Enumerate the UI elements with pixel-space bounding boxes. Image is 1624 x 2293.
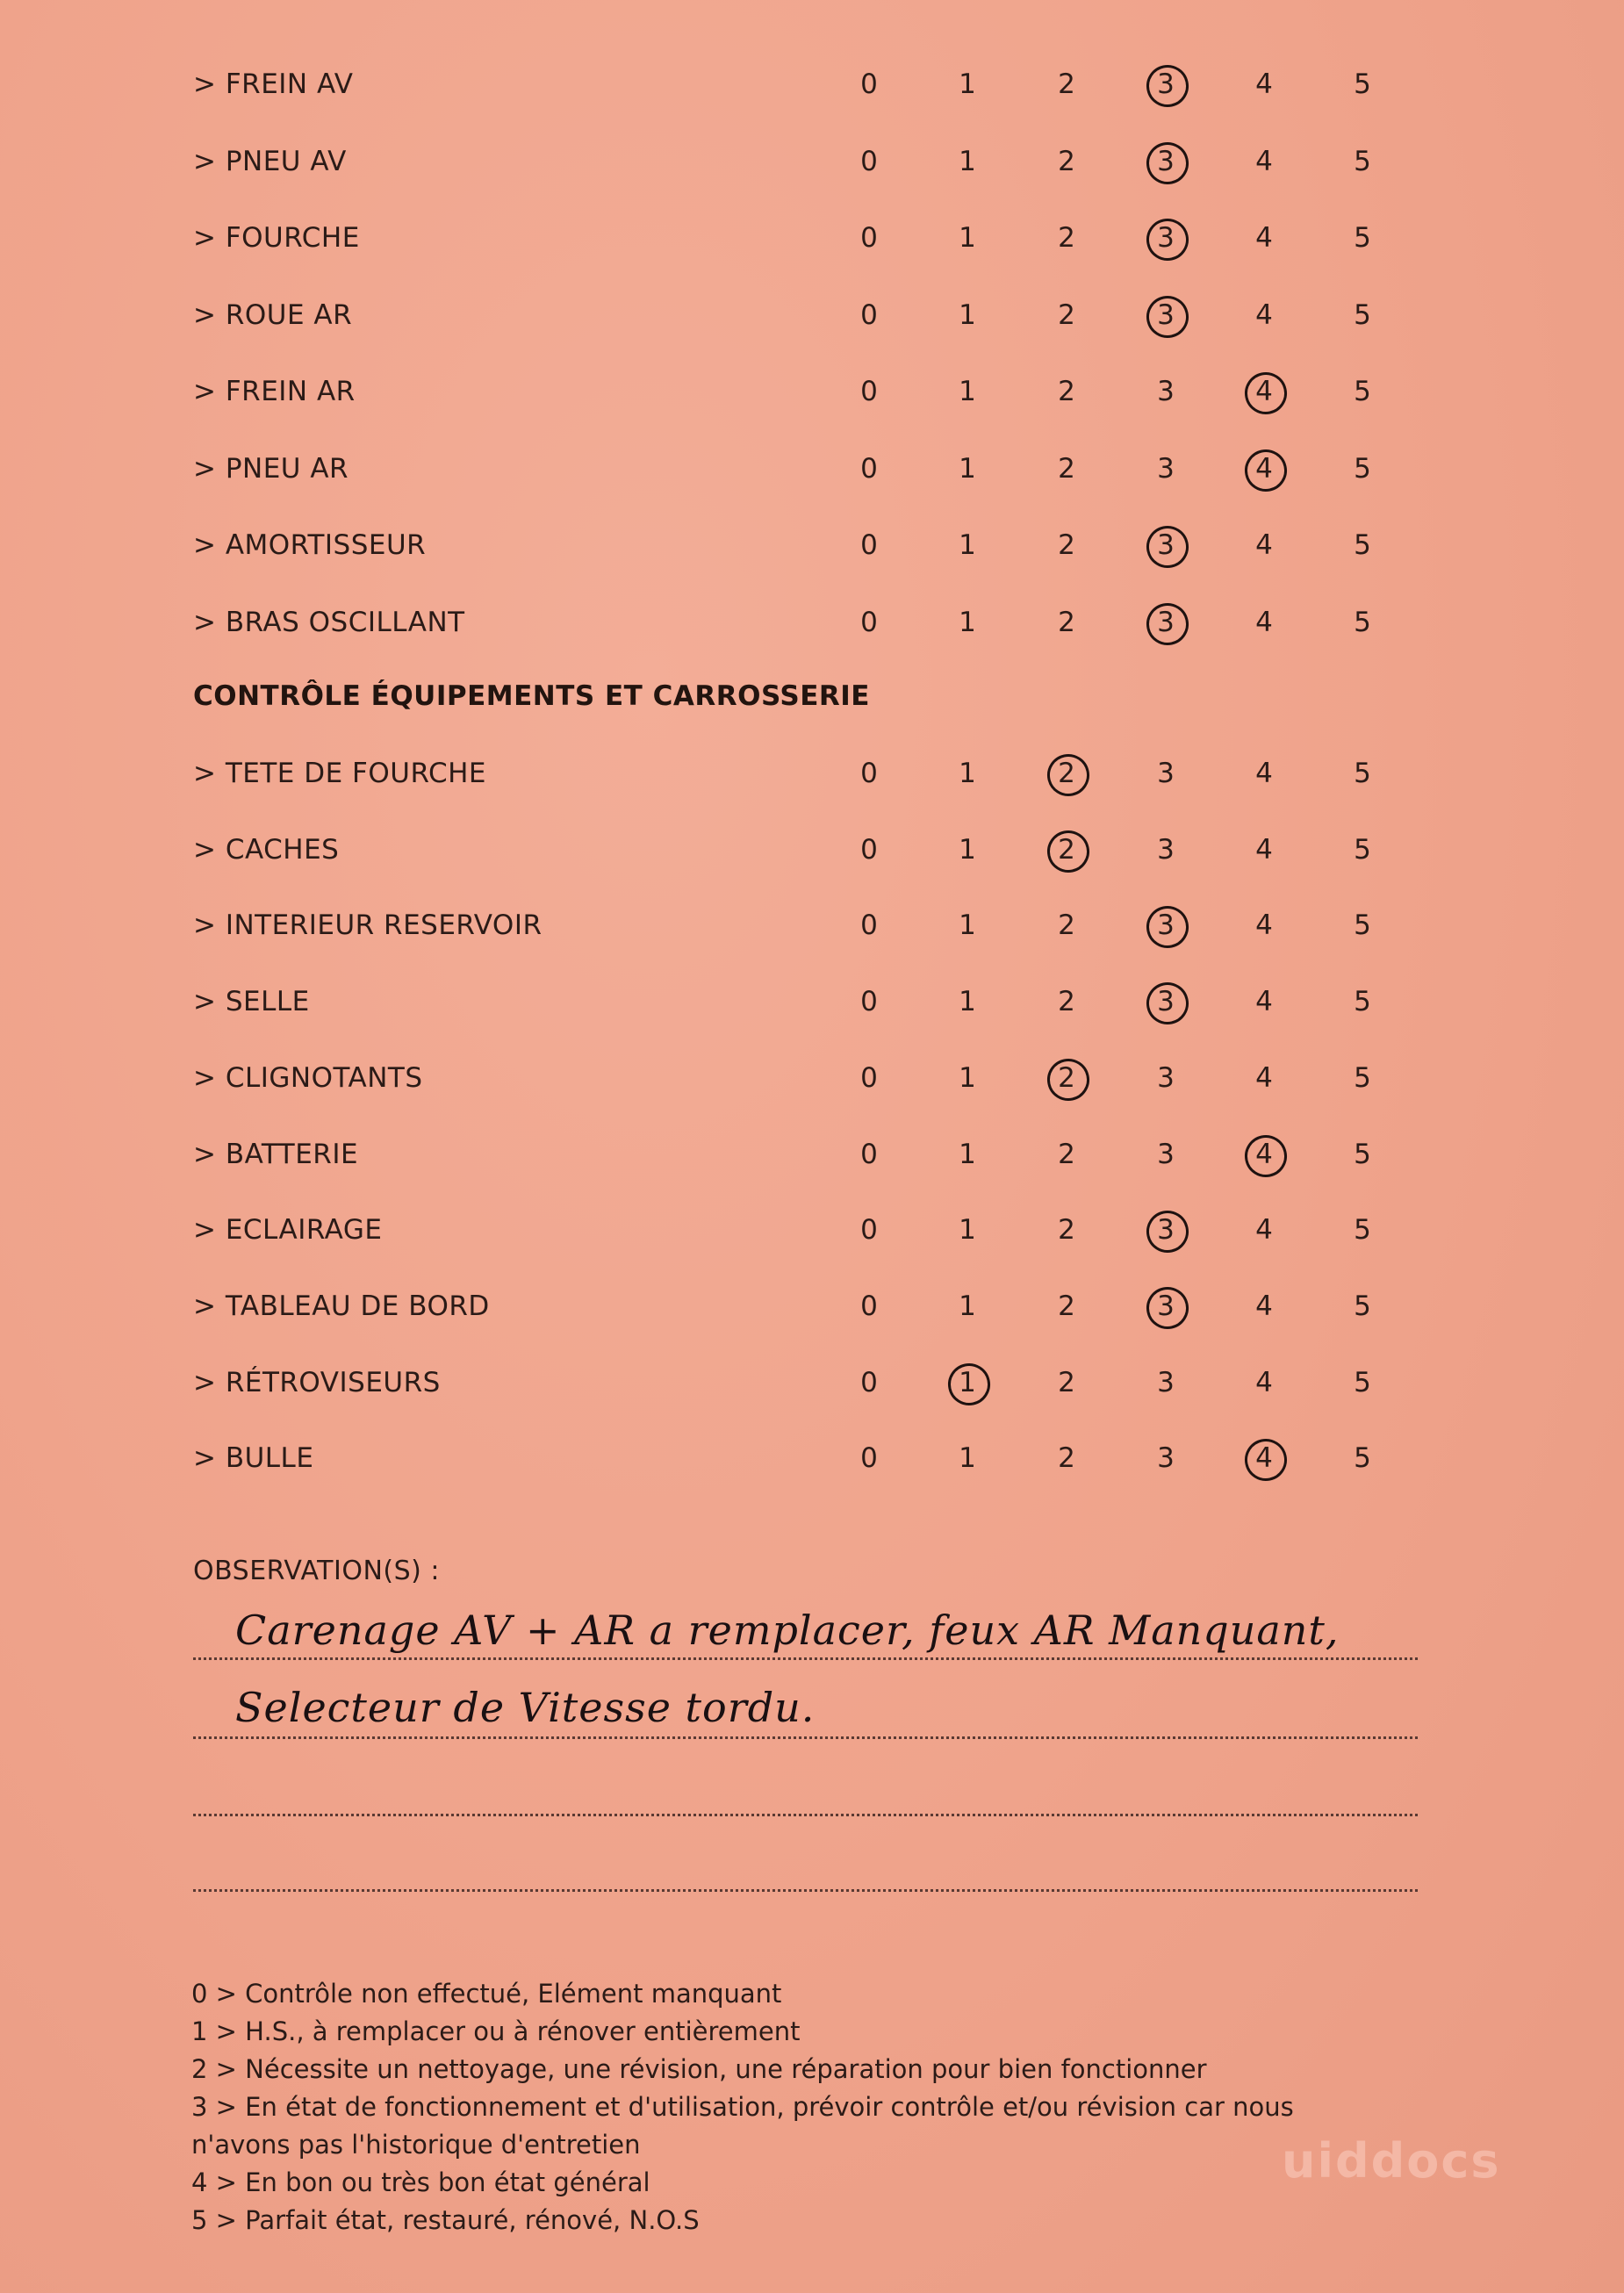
rating-option: 5 (1354, 68, 1371, 100)
rating-option: 3 (1157, 452, 1175, 485)
rating-option-circled: 3 (1139, 1214, 1192, 1246)
rating-option-circled: 4 (1238, 1442, 1290, 1474)
rating-option: 1 (959, 452, 976, 485)
checklist-row (193, 1132, 1440, 1184)
rating-option: 5 (1354, 1442, 1371, 1475)
legend-line-3: 3 > En état de fonctionnement et d'utilisation, prévoir contrôle et/ou révision car nous (191, 2092, 1294, 2122)
observation-handwritten-line-2: Selecteur de Vitesse tordu. (235, 1684, 816, 1731)
rating-option: 1 (959, 145, 976, 177)
rating-option: 1 (959, 606, 976, 638)
checklist-row (193, 369, 1440, 421)
rating-option: 4 (1255, 758, 1273, 789)
observation-dotted-line-3 (193, 1814, 1418, 1816)
checklist-item-label: > PNEU AR (193, 452, 349, 485)
rating-option-circled: 3 (1139, 909, 1192, 941)
rating-option: 2 (1058, 1290, 1075, 1322)
rating-option: 3 (1157, 758, 1175, 789)
rating-option: 0 (860, 986, 878, 1018)
rating-option-circled: 4 (1238, 453, 1290, 485)
legend-line-2: 2 > Nécessite un nettoyage, une révision, une réparation pour bien fonctionner (191, 2054, 1207, 2084)
checklist-item-label: > AMORTISSEUR (193, 529, 427, 561)
checklist-item-label: > PNEU AV (193, 145, 347, 177)
rating-option: 0 (860, 758, 878, 789)
checklist-item-label: > TETE DE FOURCHE (193, 758, 486, 789)
checklist-row (193, 902, 1440, 955)
rating-option: 4 (1255, 833, 1273, 866)
watermark-logo: uiddocs (1282, 2133, 1501, 2189)
checklist-row (193, 292, 1440, 345)
checklist-item-label: > CACHES (193, 833, 340, 866)
checklist-row (193, 827, 1440, 880)
rating-option: 5 (1354, 1214, 1371, 1247)
checklist-item-label: > CLIGNOTANTS (193, 1061, 423, 1094)
rating-option: 5 (1354, 1366, 1371, 1398)
rating-option: 0 (860, 68, 878, 100)
rating-option: 0 (860, 909, 878, 942)
rating-option: 5 (1354, 606, 1371, 638)
checklist-row (193, 61, 1440, 114)
rating-option: 1 (959, 1290, 976, 1322)
rating-option: 0 (860, 1366, 878, 1398)
rating-option-circled: 1 (941, 1367, 994, 1398)
rating-option-circled: 2 (1040, 834, 1093, 866)
rating-option: 4 (1255, 986, 1273, 1018)
checklist-row (193, 600, 1440, 652)
rating-option: 0 (860, 1442, 878, 1475)
rating-option: 3 (1157, 1366, 1175, 1398)
rating-option: 5 (1354, 833, 1371, 866)
rating-option: 1 (959, 1138, 976, 1170)
rating-option: 5 (1354, 1061, 1371, 1094)
rating-option: 5 (1354, 452, 1371, 485)
rating-option: 2 (1058, 986, 1075, 1018)
checklist-item-label: > BULLE (193, 1442, 314, 1475)
legend-line-1: 1 > H.S., à remplacer ou à rénover entièrement (191, 2016, 801, 2046)
rating-option: 0 (860, 298, 878, 331)
rating-option: 2 (1058, 1138, 1075, 1170)
checklist-item-label: > FREIN AR (193, 376, 356, 407)
rating-option: 4 (1255, 1061, 1273, 1094)
legend-line-0: 0 > Contrôle non effectué, Elément manquant (191, 1979, 782, 2009)
rating-option: 2 (1058, 1442, 1075, 1475)
rating-option: 0 (860, 222, 878, 254)
rating-option-circled: 3 (1139, 222, 1192, 254)
rating-option: 4 (1255, 145, 1273, 177)
rating-option: 1 (959, 529, 976, 561)
checklist-item-label: > ECLAIRAGE (193, 1214, 383, 1247)
rating-option: 0 (860, 833, 878, 866)
checklist-row (193, 446, 1440, 499)
rating-option-circled: 3 (1139, 68, 1192, 100)
rating-option: 2 (1058, 145, 1075, 177)
observation-dotted-line-4 (193, 1889, 1418, 1892)
observation-dotted-line-1 (193, 1657, 1418, 1660)
legend-line-3-continued: n'avons pas l'historique d'entretien (191, 2130, 641, 2160)
rating-option: 0 (860, 1290, 878, 1322)
rating-option: 4 (1255, 68, 1273, 100)
rating-option: 4 (1255, 606, 1273, 638)
rating-option: 5 (1354, 909, 1371, 942)
rating-option: 1 (959, 1214, 976, 1247)
checklist-row (193, 522, 1440, 575)
rating-option: 2 (1058, 1366, 1075, 1398)
rating-option: 5 (1354, 529, 1371, 561)
rating-option: 1 (959, 833, 976, 866)
checklist-item-label: > FOURCHE (193, 222, 360, 254)
section-title: CONTRÔLE ÉQUIPEMENTS ET CARROSSERIE (193, 680, 870, 712)
rating-option: 4 (1255, 1290, 1273, 1322)
rating-option: 4 (1255, 1366, 1273, 1398)
rating-option: 2 (1058, 68, 1075, 100)
rating-legend (191, 1975, 1438, 2239)
rating-option: 0 (860, 1061, 878, 1094)
checklist-item-label: > RÉTROVISEURS (193, 1366, 441, 1398)
legend-line-4: 4 > En bon ou très bon état général (191, 2167, 650, 2197)
rating-option-circled: 3 (1139, 986, 1192, 1017)
rating-option: 0 (860, 606, 878, 638)
checklist-item-label: > TABLEAU DE BORD (193, 1290, 490, 1322)
rating-option: 2 (1058, 909, 1075, 942)
checklist-item-label: > ROUE AR (193, 298, 353, 331)
checklist-item-label: > BRAS OSCILLANT (193, 606, 465, 638)
checklist-item-label: > INTERIEUR RESERVOIR (193, 909, 543, 942)
rating-option: 1 (959, 68, 976, 100)
checklist-row (193, 751, 1440, 803)
rating-option-circled: 3 (1139, 299, 1192, 331)
rating-option: 5 (1354, 222, 1371, 254)
checklist-row (193, 215, 1440, 268)
rating-option: 1 (959, 758, 976, 789)
rating-option: 1 (959, 1061, 976, 1094)
rating-option: 2 (1058, 298, 1075, 331)
rating-option: 5 (1354, 1138, 1371, 1170)
rating-option: 3 (1157, 833, 1175, 866)
rating-option: 2 (1058, 529, 1075, 561)
observation-dotted-line-2 (193, 1736, 1418, 1739)
rating-option: 2 (1058, 376, 1075, 407)
rating-option: 3 (1157, 376, 1175, 407)
rating-option: 4 (1255, 909, 1273, 942)
rating-option: 1 (959, 909, 976, 942)
checklist-row (193, 1360, 1440, 1412)
rating-option: 1 (959, 222, 976, 254)
rating-option-circled: 3 (1139, 607, 1192, 638)
rating-option: 0 (860, 1214, 878, 1247)
checklist-row (193, 1435, 1440, 1488)
rating-option: 2 (1058, 452, 1075, 485)
checklist-row (193, 1207, 1440, 1260)
rating-option-circled: 4 (1238, 376, 1290, 407)
rating-option-circled: 3 (1139, 1290, 1192, 1322)
rating-option: 2 (1058, 606, 1075, 638)
rating-option: 1 (959, 986, 976, 1018)
rating-option: 5 (1354, 986, 1371, 1018)
observations-label: OBSERVATION(S) : (193, 1556, 440, 1586)
checklist-item-label: > BATTERIE (193, 1138, 359, 1170)
rating-option: 3 (1157, 1138, 1175, 1170)
rating-option-circled: 2 (1040, 1062, 1093, 1094)
rating-option: 3 (1157, 1061, 1175, 1094)
rating-option: 5 (1354, 1290, 1371, 1322)
rating-option: 0 (860, 376, 878, 407)
checklist-row (193, 139, 1440, 191)
rating-option: 0 (860, 452, 878, 485)
checklist-row (193, 979, 1440, 1031)
rating-option: 0 (860, 1138, 878, 1170)
rating-option-circled: 3 (1139, 529, 1192, 561)
rating-option: 5 (1354, 758, 1371, 789)
checklist-item-label: > SELLE (193, 986, 310, 1018)
rating-option: 3 (1157, 1442, 1175, 1475)
rating-option: 5 (1354, 298, 1371, 331)
rating-option-circled: 4 (1238, 1139, 1290, 1170)
rating-option-circled: 2 (1040, 758, 1093, 789)
legend-line-5: 5 > Parfait état, restauré, rénové, N.O.S (191, 2205, 700, 2235)
rating-option: 4 (1255, 222, 1273, 254)
rating-option: 1 (959, 1442, 976, 1475)
rating-option: 4 (1255, 298, 1273, 331)
rating-option: 0 (860, 529, 878, 561)
rating-option-circled: 3 (1139, 146, 1192, 177)
rating-option: 5 (1354, 376, 1371, 407)
checklist-row (193, 1055, 1440, 1108)
rating-option: 0 (860, 145, 878, 177)
checklist-row (193, 1283, 1440, 1336)
rating-option: 2 (1058, 222, 1075, 254)
observation-handwritten-line-1: Carenage AV + AR a remplacer, feux AR Manquant, (235, 1607, 1340, 1654)
rating-option: 4 (1255, 1214, 1273, 1247)
rating-option: 4 (1255, 529, 1273, 561)
rating-option: 1 (959, 298, 976, 331)
rating-option: 2 (1058, 1214, 1075, 1247)
rating-option: 5 (1354, 145, 1371, 177)
rating-option: 1 (959, 376, 976, 407)
checklist-item-label: > FREIN AV (193, 68, 354, 100)
